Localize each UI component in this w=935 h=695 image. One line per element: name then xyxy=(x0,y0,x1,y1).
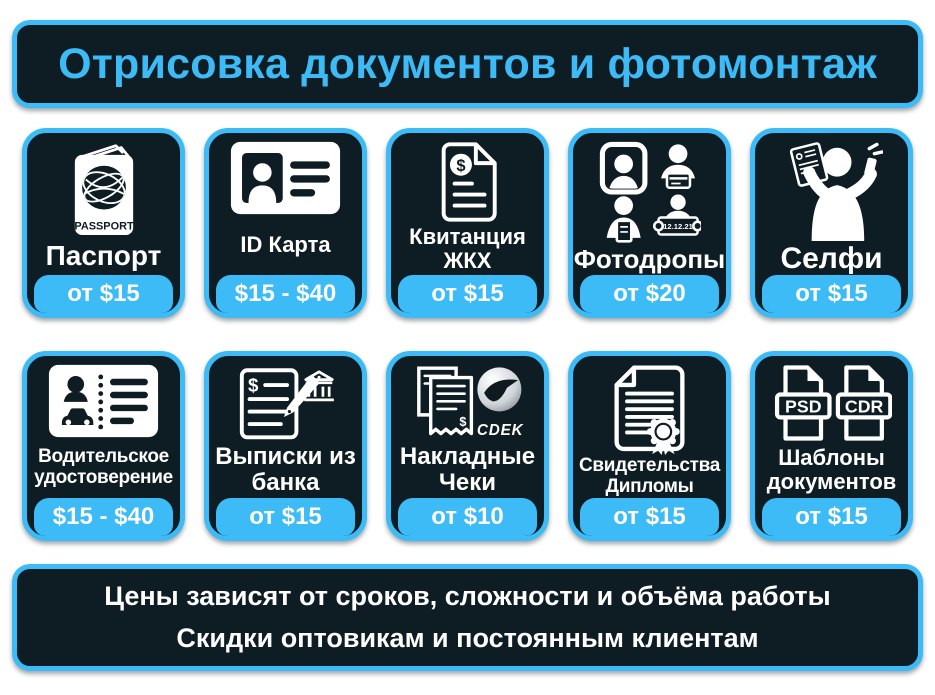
service-title: Свидетельства Дипломы xyxy=(578,455,721,497)
footer-banner xyxy=(12,564,923,671)
service-card-photodrops[interactable] xyxy=(568,128,731,318)
service-card-driver-license[interactable] xyxy=(22,351,185,541)
price-badge: от $10 xyxy=(398,498,537,536)
price-badge: от $15 xyxy=(580,498,719,536)
header-banner xyxy=(12,20,923,108)
service-title: Квитанция ЖКХ xyxy=(409,223,526,273)
service-title: Выписки из банка xyxy=(215,442,356,496)
passport-icon-label: PASSPORT xyxy=(73,220,134,233)
utility-receipt-icon xyxy=(435,141,501,223)
price-badge: $15 - $40 xyxy=(216,275,355,313)
psd-file-label: PSD xyxy=(784,396,822,417)
price-badge: $15 - $40 xyxy=(34,498,173,536)
footer-line-1: Цены зависят от сроков, сложности и объёма работы xyxy=(104,581,831,612)
price-badge: от $15 xyxy=(762,275,901,313)
passport-icon xyxy=(63,141,145,237)
service-title: Водительское удостоверение xyxy=(34,446,173,488)
service-card-passport[interactable] xyxy=(22,128,185,318)
service-card-id-card[interactable] xyxy=(204,128,367,318)
service-card-selfie[interactable] xyxy=(750,128,913,318)
cdr-file-label: CDR xyxy=(844,396,883,417)
service-title: Шаблоны документов xyxy=(766,444,897,494)
selfie-icon xyxy=(781,141,883,241)
page-title: Отрисовка документов и фотомонтаж xyxy=(58,39,877,88)
service-card-utility-receipt[interactable] xyxy=(386,128,549,318)
service-title: ID Карта xyxy=(240,231,331,257)
photodrops-icon xyxy=(599,141,701,243)
service-title: Паспорт xyxy=(45,239,162,271)
service-card-certificates[interactable] xyxy=(568,351,731,541)
services-grid xyxy=(22,128,913,541)
footer-line-2: Скидки оптовикам и постоянным клиентам xyxy=(176,622,759,653)
service-card-bank-statement[interactable] xyxy=(204,351,367,541)
date-sign-label: 12.12.21 xyxy=(662,221,693,231)
service-title: Фотодропы xyxy=(573,243,726,274)
diploma-icon xyxy=(608,364,691,456)
price-badge: от $20 xyxy=(580,275,719,313)
dollar-symbol: $ xyxy=(455,157,466,175)
price-badge: от $15 xyxy=(216,498,355,536)
dollar-symbol: $ xyxy=(458,413,466,429)
service-title: Накладные Чеки xyxy=(399,442,536,496)
price-badge: от $15 xyxy=(762,498,901,536)
price-badge: от $15 xyxy=(398,275,537,313)
template-files-icon xyxy=(772,364,892,442)
service-card-templates[interactable] xyxy=(750,351,913,541)
driver-license-icon xyxy=(48,364,159,438)
cdek-logo-text: CDEK xyxy=(476,422,524,440)
bank-statement-icon xyxy=(237,364,334,442)
service-title: Селфи xyxy=(780,241,883,275)
price-badge: от $15 xyxy=(34,275,173,313)
id-card-icon xyxy=(230,141,341,215)
dollar-symbol: $ xyxy=(248,374,259,396)
invoice-receipt-icon xyxy=(412,364,524,442)
service-card-invoices[interactable] xyxy=(386,351,549,541)
